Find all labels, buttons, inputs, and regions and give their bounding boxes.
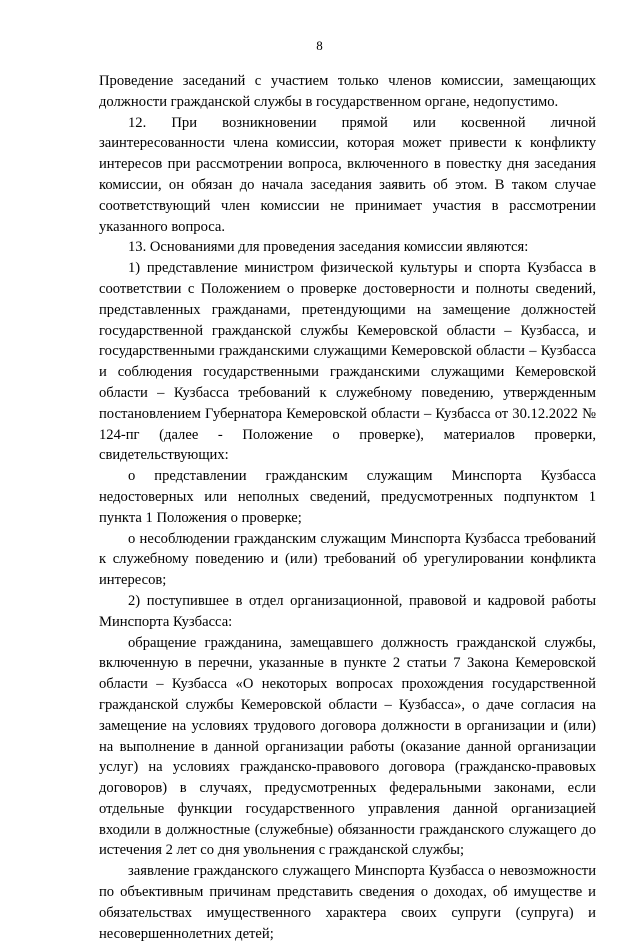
paragraph-13-item-2-employee-statement: заявление гражданского служащего Минспорта Кузбасса о невозможности по объективным причинам представить сведения о доходах, об имуществе и обязательствах имущественного характера своих супруги (супруга) и несовершеннолетних детей; [99, 863, 596, 942]
page-number: 8 [316, 38, 323, 53]
paragraph-12-conflict-of-interest: 12. При возникновении прямой или косвенной личной заинтересованности члена комиссии, которая может привести к конфликту интересов при рассмотрении вопроса, включенного в повестку дня заседания комиссии, он обязан до начала заседания заявить об этом. В таком случае соответствующий член комиссии не принимает участия в рассмотрении указанного вопроса. [99, 114, 596, 235]
paragraph-13-item-2-citizen-appeal: обращение гражданина, замещавшего должность гражданской службы, включенную в перечни, указанные в пункте 2 статьи 7 Закона Кемеровской области – Кузбасса «О некоторых вопросах прохождения государственной гражданской службы Кемеровской области – Кузбасса», о даче согласия на замещение на условиях трудового договора должности в организации и (или) на выполнение в данной организации работы (оказание данной организации услуг) на условиях гражданско-правового договора (гражданско-правовых договоров) в случаях, предусмотренных федеральными законами, если отдельные функции государственного управления данной организацией входили в должностные (служебные) обязанности гражданского служащего до истечения 2 лет со дня увольнения с гражданской службы; [99, 634, 596, 859]
paragraph-13-grounds: 13. Основаниями для проведения заседания комиссии являются: [128, 239, 529, 256]
paragraph-13-item-1-false-info: о представлении гражданским служащим Минспорта Кузбасса недостоверных или неполных сведений, предусмотренных подпунктом 1 пункта 1 Положения о проверке; [99, 468, 596, 526]
paragraph-13-item-1-non-compliance: о несоблюдении гражданским служащим Минспорта Кузбасса требований к служебному поведению и (или) требований об урегулировании конфликта интересов; [99, 530, 596, 589]
paragraph-meeting-members: Проведение заседаний с участием только членов комиссии, замещающих должности гражданской службы в государственном органе, недопустимо. [99, 73, 596, 110]
paragraph-13-item-1: 1) представление министром физической культуры и спорта Кузбасса в соответствии с Положением о проверке достоверности и полноты сведений, представленных гражданами, претендующими на замещение должностей государственной гражданской службы Кемеровской области – Кузбасса, и государственными гражданскими служащими Кемеровской области – Кузбасса и соблюдения государственными гражданскими служащими Кемеровской области – Кузбасса требований к служебному поведению, утвержденным постановлением Губернатора Кемеровской области – Кузбасса от 30.12.2022 № 124-пг (далее - Положение о проверке), материалов проверки, свидетельствующих: [99, 260, 596, 464]
document-body [99, 71, 596, 944]
paragraph-13-item-2: 2) поступившее в отдел организационной, правовой и кадровой работы Минспорта Кузбасса: [99, 592, 596, 630]
